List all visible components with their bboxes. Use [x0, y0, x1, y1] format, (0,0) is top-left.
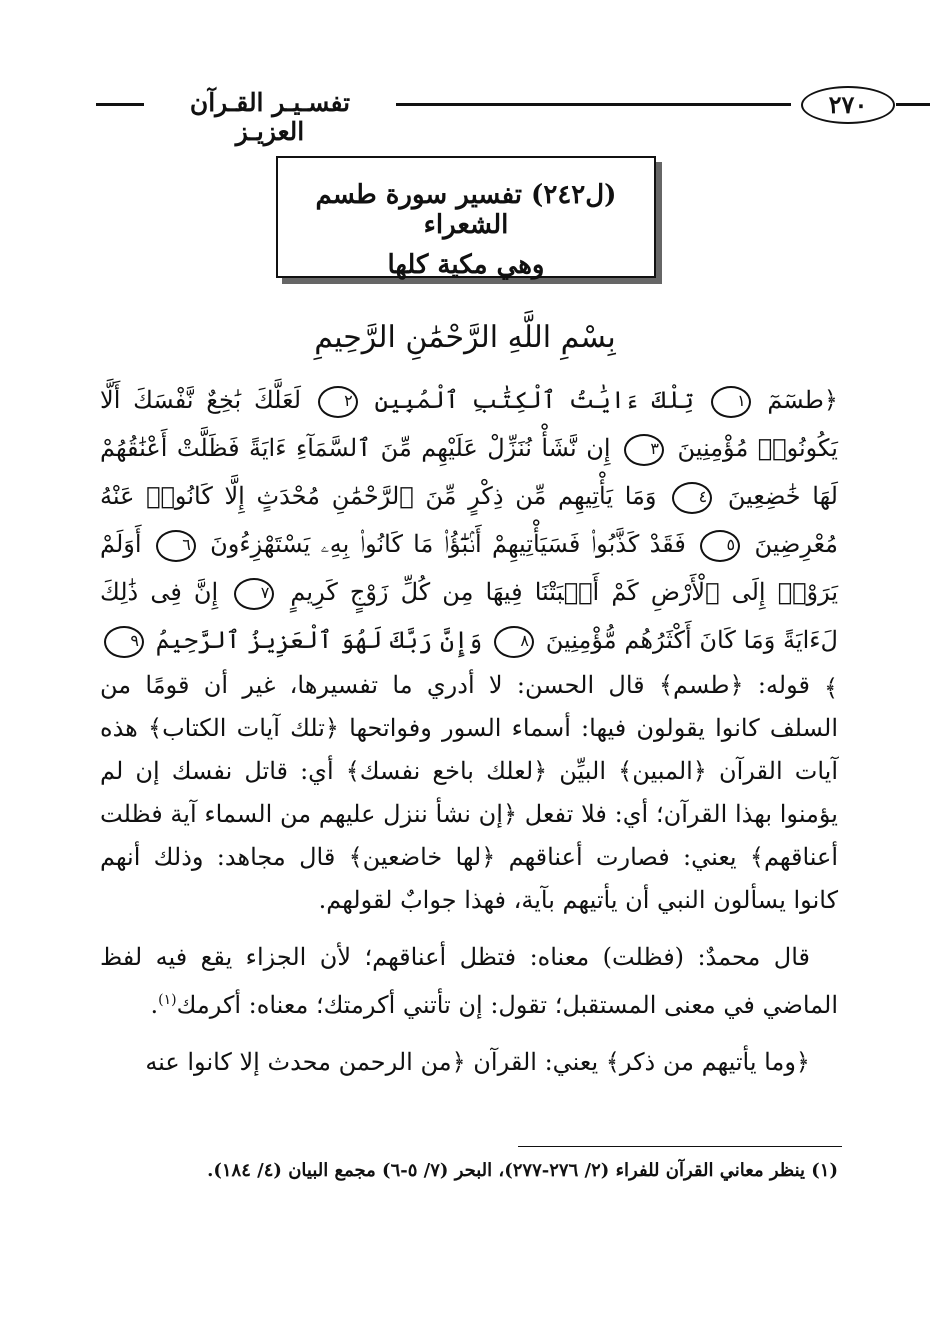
- verse-number-marker: ٧: [234, 578, 274, 610]
- commentary-text: .: [150, 991, 159, 1019]
- verse-text: فَقَدْ كَذَّبُوا۟ فَسَيَأْتِيهِمْ أَنۢبَٰٓؤُا۟ مَا كَانُوا۟ بِهِۦ يَسْتَهْزِءُونَ: [210, 530, 686, 558]
- verse-text: وَمَا يَأْتِيهِم مِّن ذِكْرٍ مِّنَ ٱلرَّحْمَٰنِ مُحْدَثٍ إِلَّا كَانُوا۟ عَنْهُ مُعْرِضِينَ: [100, 482, 839, 558]
- verse-number-marker: ٩: [104, 626, 144, 658]
- verse-number-marker: ١: [711, 386, 751, 418]
- page-number: ٢٧٠: [801, 86, 895, 124]
- verse-number-marker: ٢: [318, 386, 358, 418]
- footnote: (١) ينظر معاني القرآن للفراء (٢/ ٢٧٦-٢٧٧)، البحر (٧/ ٥-٦) مجمع البيان (٤/ ١٨٤).: [207, 1160, 838, 1181]
- surah-title-line2: وهي مكية كلها: [387, 250, 545, 280]
- verse-number-marker: ٥: [700, 530, 740, 562]
- commentary-paragraph: قوله: ﴿طسم﴾ قال الحسن: لا أدري ما تفسيرها، غير أن قومًا من السلف كانوا يقولون فيها: أسماء السور وفواتحها ﴿تلك آيات الكتاب﴾ هذه آيات القرآن ﴿المبين﴾ البيِّن ﴿لعلك باخع نفسك﴾ أي: قاتل نفسك إن لم يؤمنوا بهذا القرآن؛ أي: فلا تفعل ﴿إن نشأ ننزل عليهم من السماء آية فظلت أعناقهم﴾ يعني: فصارت أعناقهم ﴿لها خاضعين﴾ قال مجاهد: وذلك أنهم كانوا يسألون النبي أن يأتيهم بآية، فهذا جوابٌ لقولهم.: [100, 671, 838, 914]
- verse-text: ﴿طسٓمٓ: [767, 386, 838, 414]
- verse-text: لَعَلَّكَ بَٰخِعٌ نَّفْسَكَ أَلَّا يَكُونُوا۟ مُؤْمِنِينَ: [100, 386, 838, 462]
- surah-title-box: [276, 156, 656, 278]
- verse-number-marker: ٤: [672, 482, 712, 514]
- verse-number-marker: ٣: [624, 434, 664, 466]
- commentary-paragraph: ﴿وما يأتيهم من ذكر﴾ يعني: القرآن ﴿من الرحمن محدث إلا كانوا عنه: [145, 1048, 810, 1076]
- footnote-divider: [518, 1146, 842, 1147]
- footnote-reference[interactable]: (١): [158, 992, 177, 1008]
- commentary-text: قال محمدٌ: (فظلت) معناه: فتظل أعناقهم؛ لأن الجزاء يقع فيه لفظ الماضي في معنى المستقبل؛ تقول: إن تأتني أكرمتك؛ معناه: أكرمك: [100, 943, 838, 1019]
- commentary-paragraph: [100, 936, 838, 1027]
- verse-text: تِلْكَ ءَايَٰتُ ٱلْكِتَٰبِ ٱلْمُبِينِ: [374, 386, 694, 414]
- header-rule-left: [96, 103, 144, 106]
- header-rule-right: [896, 103, 930, 106]
- surah-title-line1: (ل٢٤٢) تفسير سورة طسم الشعراء: [315, 180, 617, 240]
- commentary: [100, 664, 838, 1084]
- verse-close-bracket: ﴾: [823, 674, 838, 702]
- running-title: تفسـيـر القـرآن العزيـز: [189, 88, 351, 146]
- verse-number-marker: ٨: [494, 626, 534, 658]
- verse-text: أَوَلَمْ يَرَوْا۟ إِلَى ٱلْأَرْضِ كَمْ أَنۢبَتْنَا فِيهَا مِن كُلِّ زَوْجٍ كَرِيمٍ: [100, 530, 839, 606]
- verse-text: إِنَّ فِى ذَٰلِكَ لَءَايَةً وَمَا كَانَ أَكْثَرُهُم مُّؤْمِنِينَ: [100, 578, 838, 654]
- page-header: [96, 84, 868, 146]
- quran-verses: [100, 376, 838, 712]
- verse-text: إِن نَّشَأْ نُنَزِّلْ عَلَيْهِم مِّنَ ٱلسَّمَآءِ ءَايَةً فَظَلَّتْ أَعْنَٰقُهُمْ لَهَا خَٰضِعِينَ: [100, 434, 838, 510]
- verse-text: وَإِنَّ رَبَّكَ لَهُوَ ٱلْعَزِيزُ ٱلرَّحِيمُ: [155, 626, 483, 654]
- verse-number-marker: ٦: [156, 530, 196, 562]
- basmala: بِسْمِ اللَّهِ الرَّحْمَٰنِ الرَّحِيمِ: [314, 320, 616, 355]
- header-rule-middle: [396, 103, 791, 106]
